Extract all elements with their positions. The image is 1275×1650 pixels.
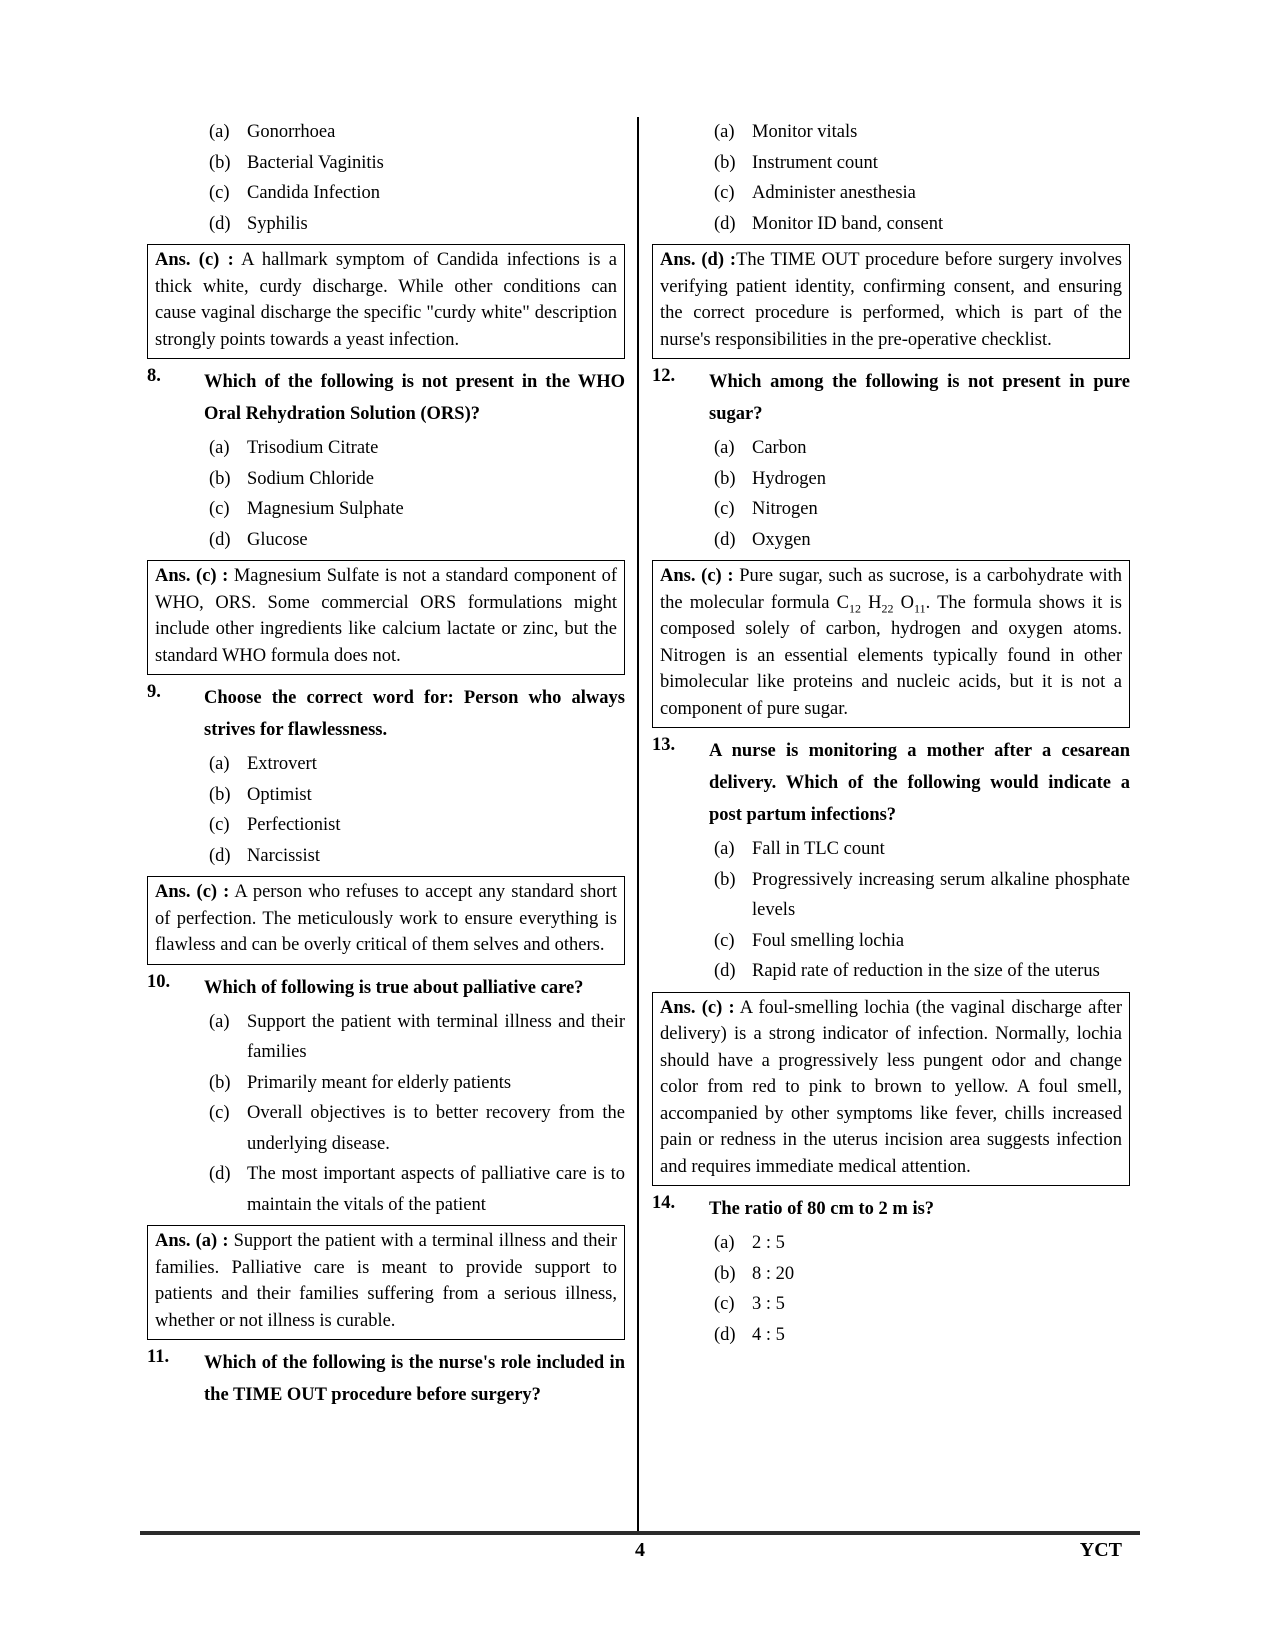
option-letter: (c) <box>714 1294 735 1314</box>
option-text: 3 : 5 <box>752 1294 785 1314</box>
question-number: 13. <box>652 735 676 755</box>
option-text: Perfectionist <box>247 815 341 835</box>
question-number: 10. <box>147 971 171 992</box>
option-letter: (d) <box>209 529 231 550</box>
answer-box-13 <box>652 992 1130 1187</box>
option-row <box>209 209 625 240</box>
option-letter: (a) <box>714 1233 735 1253</box>
option-row <box>714 1289 1130 1320</box>
answer-box-8 <box>147 560 625 675</box>
option-row <box>209 117 625 148</box>
question-9 <box>147 682 625 746</box>
option-text: Glucose <box>247 529 308 550</box>
option-letter: (c) <box>714 499 735 519</box>
option-text: Magnesium Sulphate <box>247 499 404 519</box>
answer-text: . The formula shows it is composed solely of carbon, hydrogen and oxygen atoms. Nitrogen is an essential elements typically found in other bimolecular like proteins and nucleic acids, but it is not a component of pure sugar. <box>660 592 1122 719</box>
option-row <box>714 209 1130 240</box>
option-letter: (a) <box>209 122 230 142</box>
option-row <box>714 1320 1130 1351</box>
answer-box-top-left <box>147 244 625 359</box>
option-text: Rapid rate of reduction in the size of the uterus <box>752 961 1100 981</box>
option-text: 2 : 5 <box>752 1233 785 1253</box>
option-letter: (b) <box>714 869 736 890</box>
question-text: Which of the following is the nurse's role included in the TIME OUT procedure before surgery? <box>204 1353 625 1405</box>
option-row <box>209 525 625 556</box>
question-text: Which among the following is not present in pure sugar? <box>709 372 1130 424</box>
question-text: Choose the correct word for: Person who always strives for flawlessness. <box>204 688 625 740</box>
answer-label: Ans. (d) : <box>660 250 737 270</box>
option-text: Fall in TLC count <box>752 839 885 859</box>
question-number: 8. <box>147 366 161 386</box>
answer-label: Ans. (c) : <box>155 250 234 270</box>
option-text: Monitor vitals <box>752 122 858 142</box>
answer-box-10 <box>147 1225 625 1340</box>
option-row <box>714 1228 1130 1259</box>
option-text: The most important aspects of palliative care is to maintain the vitals of the patient <box>247 1164 625 1215</box>
answer-text: Pure sugar, such as sucrose, is a carbohydrate with the molecular formula <box>660 566 1122 613</box>
left-column <box>147 117 637 1531</box>
option-text: Administer anesthesia <box>752 183 916 203</box>
option-letter: (a) <box>714 839 735 859</box>
option-letter: (a) <box>714 438 735 458</box>
question-text: A nurse is monitoring a mother after a cesarean delivery. Which of the following would indicate a post partum infections? <box>709 741 1130 825</box>
option-row <box>714 865 1130 926</box>
option-text: Oxygen <box>752 529 811 550</box>
option-row <box>209 494 625 525</box>
option-letter: (d) <box>714 213 736 234</box>
answer-box-9 <box>147 876 625 965</box>
option-text: 8 : 20 <box>752 1263 795 1284</box>
answer-box-top-right <box>652 244 1130 359</box>
question-number: 11. <box>147 1347 170 1367</box>
option-letter: (d) <box>714 1324 736 1345</box>
answer-text: The TIME OUT procedure before surgery involves verifying patient identity, confirming consent, and ensuring the correct procedure is performed, which is part of the nurse's responsibilities in the pre-operative checklist. <box>660 250 1122 350</box>
question-text: The ratio of 80 cm to 2 m is? <box>709 1199 935 1219</box>
right-column <box>637 117 1130 1531</box>
page-content <box>147 0 1130 1531</box>
option-row <box>714 1259 1130 1290</box>
option-row <box>714 525 1130 556</box>
formula-subscript: 11 <box>914 601 926 616</box>
answer-label: Ans. (c) : <box>155 566 229 586</box>
option-row <box>714 494 1130 525</box>
brand-label: YCT <box>1079 1539 1122 1561</box>
question-number: 12. <box>652 366 676 386</box>
answer-text: A foul-smelling lochia (the vaginal discharge after delivery) is a strong indicator of infection. Normally, lochia should have a progressively less pungent odor and change color from red to pink to brown to yellow. A foul smell, accompanied by other symptoms like fever, chills increased pain or redness in the uterus incision area suggests infection and requires immediate medical attention. <box>660 997 1122 1177</box>
answer-label: Ans. (c) : <box>155 882 230 902</box>
answer-label: Ans. (a) : <box>155 1231 229 1251</box>
question-text: Which of following is true about palliative care? <box>204 977 584 998</box>
option-row <box>209 464 625 495</box>
question-number: 9. <box>147 682 161 702</box>
option-row <box>714 117 1130 148</box>
option-text: Sodium Chloride <box>247 468 374 489</box>
option-text: Foul smelling lochia <box>752 930 905 951</box>
option-text: Overall objectives is to better recovery from the underlying disease. <box>247 1103 625 1154</box>
option-text: Monitor ID band, consent <box>752 213 944 234</box>
option-text: Support the patient with terminal illness and their families <box>247 1011 625 1062</box>
option-letter: (d) <box>209 213 231 234</box>
option-letter: (b) <box>209 784 231 805</box>
question-10 <box>147 972 625 1004</box>
chemical-formula: O <box>893 592 915 613</box>
option-text: Progressively increasing serum alkaline phosphate levels <box>752 869 1130 920</box>
option-text: Primarily meant for elderly patients <box>247 1072 512 1093</box>
answer-text: A hallmark symptom of Candida infections is a thick white, curdy discharge. While other conditions can cause vaginal discharge the specific "curdy white" description strongly points towards a yeast infection. <box>155 250 617 350</box>
option-letter: (b) <box>714 152 736 173</box>
option-row <box>714 464 1130 495</box>
two-column-layout <box>147 117 1130 1531</box>
answer-box-12 <box>652 560 1130 728</box>
option-text: Extrovert <box>247 754 317 774</box>
question-13 <box>652 735 1130 831</box>
option-letter: (c) <box>209 499 230 519</box>
option-text: Instrument count <box>752 152 878 173</box>
option-text: Trisodium Citrate <box>247 438 379 458</box>
chemical-formula: C <box>836 592 849 613</box>
answer-label: Ans. (c) : <box>660 997 735 1018</box>
option-row <box>714 956 1130 987</box>
question-11 <box>147 1347 625 1411</box>
option-row <box>209 1068 625 1099</box>
option-letter: (b) <box>714 1263 736 1284</box>
option-row <box>209 178 625 209</box>
option-letter: (c) <box>209 1103 230 1123</box>
option-row <box>714 148 1130 179</box>
formula-subscript: 22 <box>881 601 894 616</box>
option-letter: (d) <box>714 961 736 981</box>
option-letter: (b) <box>714 468 736 489</box>
option-text: Narcissist <box>247 845 320 866</box>
option-letter: (c) <box>714 930 735 951</box>
question-text: Which of the following is not present in the WHO Oral Rehydration Solution (ORS)? <box>204 372 625 424</box>
option-row <box>209 810 625 841</box>
option-letter: (d) <box>209 845 231 866</box>
page-footer <box>140 1531 1140 1575</box>
question-8 <box>147 366 625 430</box>
answer-text: Support the patient with a terminal illness and their families. Palliative care is meant to provide support to patients and their families suffering from a serious illness, whether or not illness is curable. <box>155 1231 617 1331</box>
option-letter: (a) <box>714 122 735 142</box>
option-row <box>209 841 625 872</box>
chemical-formula: H <box>860 592 882 613</box>
formula-subscript: 12 <box>848 601 861 616</box>
option-letter: (a) <box>209 1011 230 1032</box>
option-text: Syphilis <box>247 213 308 234</box>
page-number: 4 <box>635 1539 645 1561</box>
option-text: Carbon <box>752 438 807 458</box>
option-row <box>714 178 1130 209</box>
option-letter: (c) <box>209 183 230 203</box>
option-letter: (d) <box>714 529 736 550</box>
option-row <box>209 1007 625 1068</box>
option-text: 4 : 5 <box>752 1324 785 1345</box>
option-text: Hydrogen <box>752 468 826 489</box>
option-letter: (c) <box>714 183 735 203</box>
answer-text: A person who refuses to accept any standard short of perfection. The meticulously work to ensure everything is flawless and can be overly critical of them selves and others. <box>155 882 617 955</box>
option-row <box>714 926 1130 957</box>
option-row <box>209 148 625 179</box>
option-row <box>209 1159 625 1220</box>
option-letter: (b) <box>209 468 231 489</box>
option-row <box>209 433 625 464</box>
option-text: Candida Infection <box>247 183 381 203</box>
option-row <box>714 433 1130 464</box>
option-text: Nitrogen <box>752 499 818 519</box>
question-14 <box>652 1193 1130 1225</box>
answer-text: Magnesium Sulfate is not a standard component of WHO, ORS. Some commercial ORS formulations might include other ingredients like calcium lactate or zinc, but the standard WHO formula does not. <box>155 566 618 666</box>
option-letter: (b) <box>209 1072 231 1093</box>
option-row <box>209 1098 625 1159</box>
option-letter: (c) <box>209 815 230 835</box>
option-text: Bacterial Vaginitis <box>247 152 384 173</box>
option-letter: (a) <box>209 438 230 458</box>
question-number: 14. <box>652 1193 676 1213</box>
option-letter: (a) <box>209 754 230 774</box>
option-row <box>714 834 1130 865</box>
option-text: Optimist <box>247 784 312 805</box>
answer-label: Ans. (c) : <box>660 566 734 586</box>
option-text: Gonorrhoea <box>247 122 336 142</box>
question-12 <box>652 366 1130 430</box>
option-row <box>209 749 625 780</box>
option-row <box>209 780 625 811</box>
option-letter: (d) <box>209 1164 231 1184</box>
option-letter: (b) <box>209 152 231 173</box>
